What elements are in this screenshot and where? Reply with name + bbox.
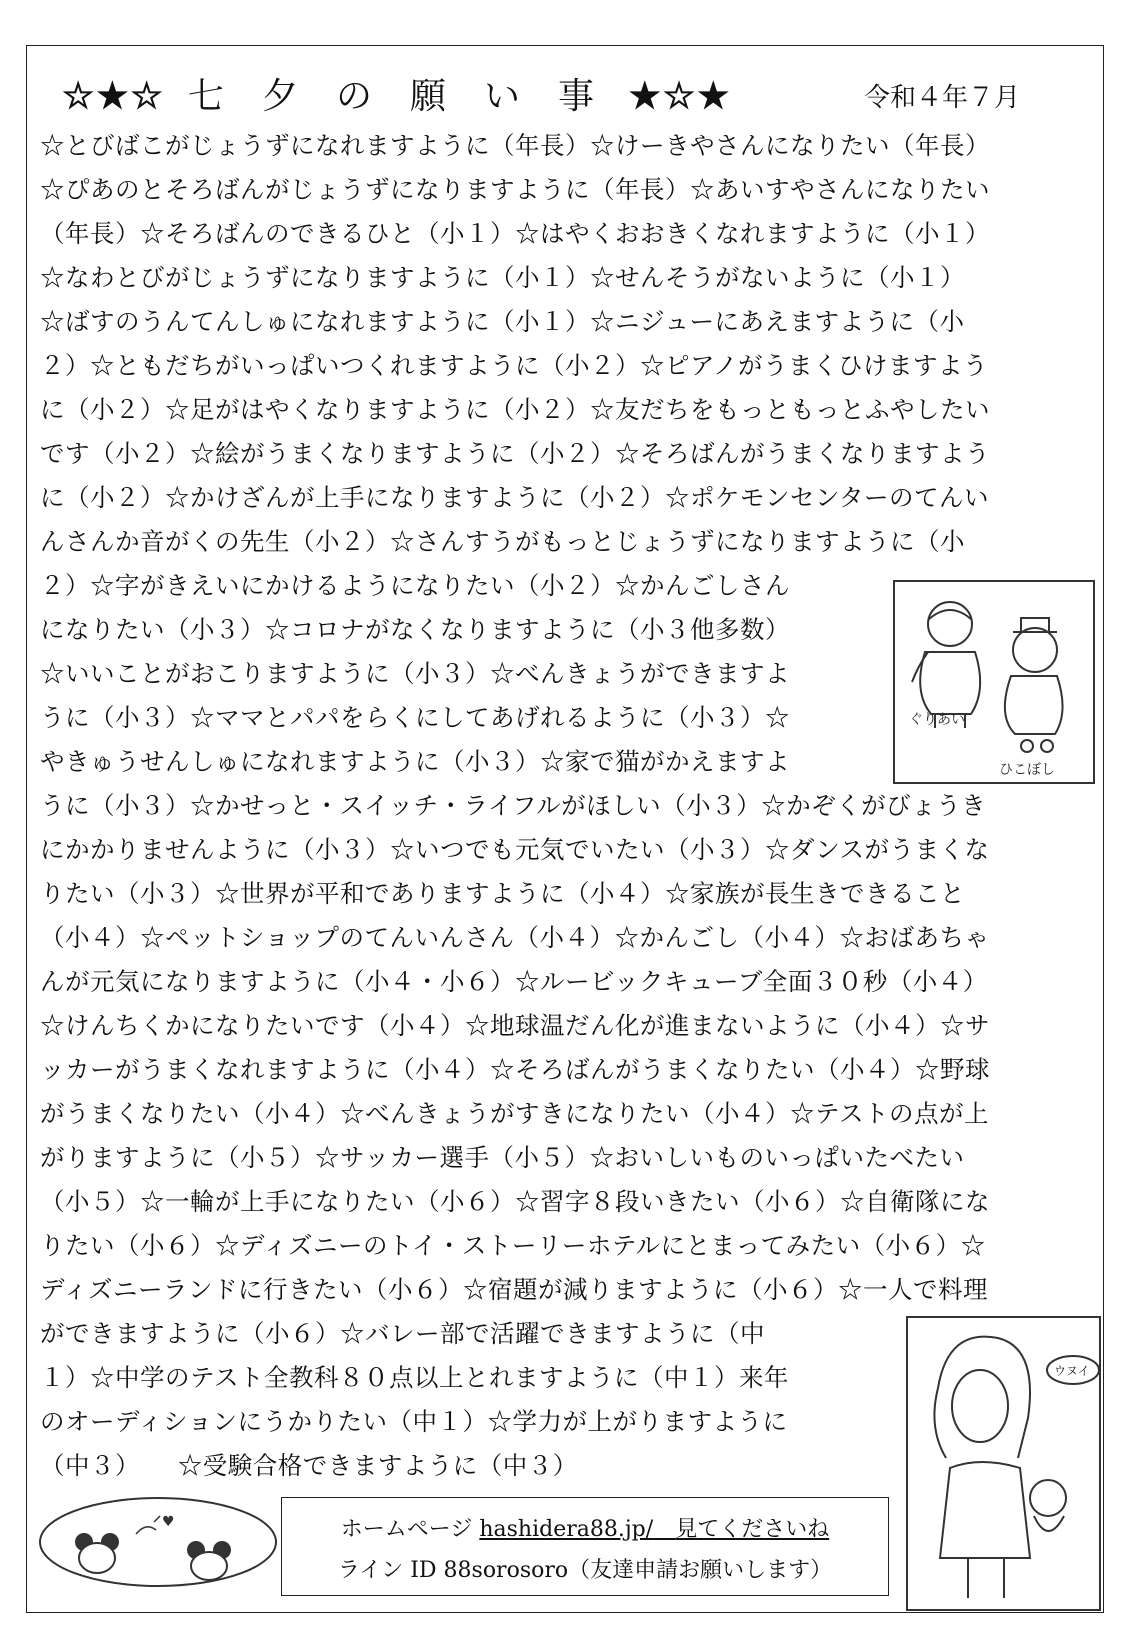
- wish-line: のオーディションにうかりたい（中１）☆学力が上がりますように: [40, 1407, 788, 1436]
- wish-line: うに（小３）☆ママとパパをらくにしてあげれるように（小３）☆: [40, 703, 790, 732]
- speech-bubble-text: ウヌイ: [1054, 1364, 1090, 1378]
- mice-cloud-illustration: [36, 1494, 281, 1591]
- wish-line: （小４）☆ペットショップのてんいんさん（小４）☆かんごし（小４）☆おばあちゃ: [40, 923, 990, 952]
- line-note: （友達申請お願いします）: [568, 1558, 833, 1583]
- title-char: 願: [409, 76, 448, 117]
- title-char: 事: [558, 76, 597, 117]
- wish-line: ☆けんちくかになりたいです（小４）☆地球温だん化が進まないように（小４）☆サ: [40, 1011, 990, 1040]
- mice-drawing-icon: [36, 1494, 281, 1591]
- wish-line: ２）☆字がきえいにかけるようになりたい（小２）☆かんごしさん: [40, 571, 790, 600]
- wish-line: １）☆中学のテスト全教科８０点以上とれますように（中１）来年: [40, 1363, 790, 1392]
- title-char: い: [483, 76, 522, 117]
- wish-line: （小５）☆一輪が上手になりたい（小６）☆習字８段いきたい（小６）☆自衛隊にな: [40, 1187, 990, 1216]
- title-stars-left: ☆★☆: [62, 75, 165, 117]
- wish-line: （年長）☆そろばんのできるひと（小１）☆はやくおおきくなれますように（小１）: [40, 219, 990, 248]
- title-char: の: [335, 76, 374, 117]
- wish-line: ☆とびばこがじょうずになれますように（年長）☆けーきやさんになりたい（年長）: [40, 131, 990, 160]
- homepage-row: [282, 1512, 888, 1543]
- wish-line: りたい（小６）☆ディズニーのトイ・ストーリーホテルにとまってみたい（小６）☆: [40, 1231, 986, 1260]
- wish-line: （中３） ☆受験合格できますように（中３）: [40, 1451, 578, 1480]
- line-label: ライン ID: [337, 1558, 437, 1583]
- wish-line: ☆いいことがおこりますように（小３）☆べんきょうができますよ: [40, 659, 790, 688]
- caption-orihime: ぐりあい: [909, 712, 965, 728]
- girl-illustration: [906, 1316, 1101, 1611]
- line-id-row: [282, 1553, 888, 1584]
- couple-drawing-icon: [895, 582, 1093, 782]
- wish-line: ッカーがうまくなれますように（小４）☆そろばんがうまくなりたい（小４）☆野球: [40, 1055, 990, 1084]
- caption-hikoboshi: ひこぼし: [999, 762, 1055, 778]
- issue-date: 令和４年７月: [864, 83, 1021, 113]
- girl-drawing-icon: [908, 1318, 1099, 1609]
- wish-line: に（小２）☆足がはやくなりますように（小２）☆友だちをもっともっとふやしたい: [40, 395, 990, 424]
- wish-line: がうまくなりたい（小４）☆べんきょうがすきになりたい（小４）☆テストの点が上: [40, 1099, 990, 1128]
- wish-line: です（小２）☆絵がうまくなりますように（小２）☆そろばんがうまくなりますよう: [40, 439, 990, 468]
- title-char: 七: [187, 76, 226, 117]
- page-title: [62, 68, 731, 119]
- wish-line: ２）☆ともだちがいっぱいつくれますように（小２）☆ピアノがうまくひけますよう: [40, 351, 989, 380]
- wish-line: んが元気になりますように（小４・小６）☆ルービックキューブ全面３０秒（小４）: [40, 967, 988, 996]
- line-id: 88sorosoro: [443, 1558, 569, 1583]
- wish-line: になりたい（小３）☆コロナがなくなりますように（小３他多数）: [40, 615, 790, 644]
- wish-line: んさんか音がくの先生（小２）☆さんすうがもっとじょうずになりますように（小: [40, 527, 965, 556]
- wish-line: ☆なわとびがじょうずになりますように（小１）☆せんそうがないように（小１）: [40, 263, 965, 292]
- wish-line: ☆ぴあのとそろばんがじょうずになりますように（年長）☆あいすやさんになりたい: [40, 175, 990, 204]
- title-char: 夕: [261, 76, 300, 117]
- svg-text:♥: ♥: [162, 1514, 175, 1530]
- wish-line: うに（小３）☆かせっと・スイッチ・ライフルがほしい（小３）☆かぞくがびょうき: [40, 791, 987, 820]
- wish-line: りたい（小３）☆世界が平和でありますように（小４）☆家族が長生きできること: [40, 879, 965, 908]
- homepage-label: ホームページ: [340, 1517, 473, 1542]
- wish-list: [40, 124, 1082, 1488]
- homepage-link[interactable]: hashidera88.jp/ 見てくださいね: [479, 1517, 830, 1542]
- wish-line: に（小２）☆かけざんが上手になりますように（小２）☆ポケモンセンターのてんい: [40, 483, 990, 512]
- wish-line: やきゅうせんしゅになれますように（小３）☆家で猫がかえますよ: [40, 747, 790, 776]
- wish-line: ☆ばすのうんてんしゅになれますように（小１）☆ニジューにあえますように（小: [40, 307, 965, 336]
- wish-line: ができますように（小６）☆バレー部で活躍できますように（中: [40, 1319, 765, 1348]
- wish-line: にかかりませんように（小３）☆いつでも元気でいたい（小３）☆ダンスがうまくな: [40, 835, 990, 864]
- tanabata-couple-illustration: [893, 580, 1095, 784]
- contact-info-box: [281, 1497, 889, 1596]
- wish-line: ディズニーランドに行きたい（小６）☆宿題が減りますように（小６）☆一人で料理: [40, 1275, 989, 1304]
- wish-line: がりますように（小５）☆サッカー選手（小５）☆おいしいものいっぱいたべたい: [40, 1143, 965, 1172]
- title-stars-right: ★☆★: [628, 75, 732, 117]
